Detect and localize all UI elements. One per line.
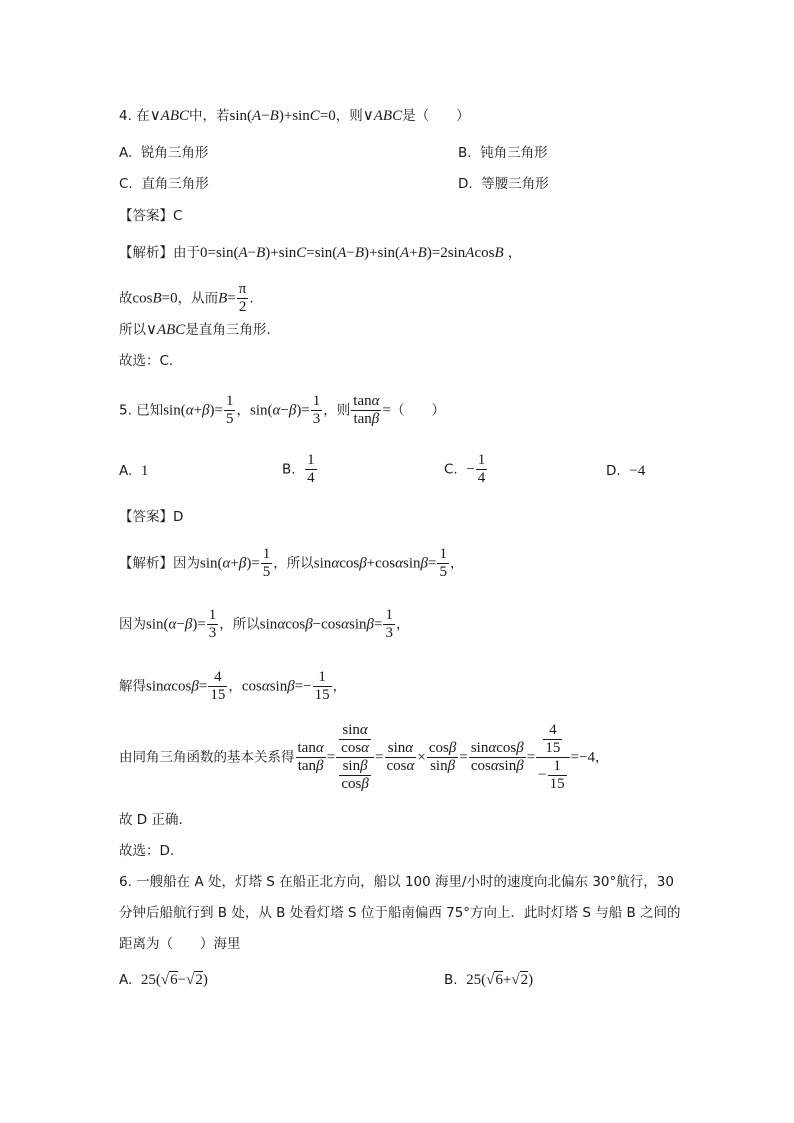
- q5-answer: 【答案】D: [119, 509, 184, 525]
- q5-option-b[interactable]: B. $\frac{1}{4}$: [282, 452, 315, 486]
- q4-option-a[interactable]: A. 锐角三角形: [119, 145, 209, 161]
- q5-analysis-line3: 解得sinαcosβ= $\frac{4}{15}$ ，cosαsinβ=− $\frac{1}{15}$ ，: [119, 669, 347, 703]
- q5-analysis-line1: 【解析】因为sin(α+β)= $\frac{1}{5}$ ，所以sinαcosβ+cosαsinβ= $\frac{1}{5}$ ，: [119, 546, 464, 580]
- q4-option-c[interactable]: C. 直角三角形: [119, 176, 209, 192]
- q6-stem-line2: 分钟后船航行到 B 处，从 B 处看灯塔 S 位于船南偏西 75°方向上．此时灯塔 S 与船 B 之间的: [119, 905, 681, 921]
- q5-option-d[interactable]: D. −4: [606, 463, 646, 479]
- q6-option-a[interactable]: A. 25(√6−√2): [119, 972, 208, 988]
- q6-stem-line1: 6. 一艘船在 A 处，灯塔 S 在船正北方向，船以 100 海里/小时的速度向北偏东 30°航行，30: [119, 874, 674, 890]
- q5-analysis-line5: 故 D 正确.: [119, 812, 183, 828]
- q5-analysis-line2: 因为sin(α−β)= $\frac{1}{3}$ ，所以sinαcosβ−cosαsinβ= $\frac{1}{3}$ ，: [119, 607, 410, 641]
- q4-option-d[interactable]: D. 等腰三角形: [458, 176, 549, 192]
- q4-analysis-line2: 故cosB=0，从而B= $\frac{\pi}{2}$ .: [119, 281, 254, 315]
- q4-stem: 4. 在∨ABC中，若sin(A−B)+sinC=0，则∨ABC是（ ）: [119, 108, 470, 124]
- q5-option-a[interactable]: A. 1: [119, 463, 149, 479]
- q4-option-b[interactable]: B. 钝角三角形: [458, 145, 548, 161]
- q4-analysis-line3: 所以∨ABC是直角三角形.: [119, 322, 271, 338]
- q5-conclusion: 故选：D.: [119, 843, 175, 859]
- q6-stem-line3: 距离为（ ）海里: [119, 936, 241, 952]
- q5-analysis-line4: 由同角三角函数的基本关系得 $\frac{\tan\alpha}{\tan\beta}$ = $\frac{\frac{\sin\alpha}{\cos\alpha}}{\frac{\sin\beta}{\cos\beta}}$ = $\frac{\sin\alpha}{\cos\alpha}$ × $\frac{\cos\beta}{\sin\beta}$ = $\frac{\sin\alpha\cos\beta}{\cos\alpha\sin\beta}$ = $\frac{4}{15}$ − $\frac{1}{15}$ =−4，: [119, 722, 609, 792]
- q5-option-c[interactable]: C. − $\frac{1}{4}$: [444, 452, 486, 486]
- q4-answer: 【答案】C: [119, 208, 183, 224]
- q6-option-b[interactable]: B. 25(√6+√2): [444, 972, 534, 988]
- q4-conclusion: 故选：C.: [119, 353, 174, 369]
- q5-stem: 5. 已知sin(α+β)= $\frac{1}{5}$ ，sin(α−β)= $\frac{1}{3}$ ，则 $\frac{\tan\alpha}{\tan\beta}$ =（ ）: [119, 393, 445, 427]
- q4-analysis-line1: 【解析】由于0=sin(A−B)+sinC=sin(A−B)+sin(A+B)=2sinAcosB ，: [119, 245, 522, 261]
- q4-number: 4.: [119, 108, 132, 124]
